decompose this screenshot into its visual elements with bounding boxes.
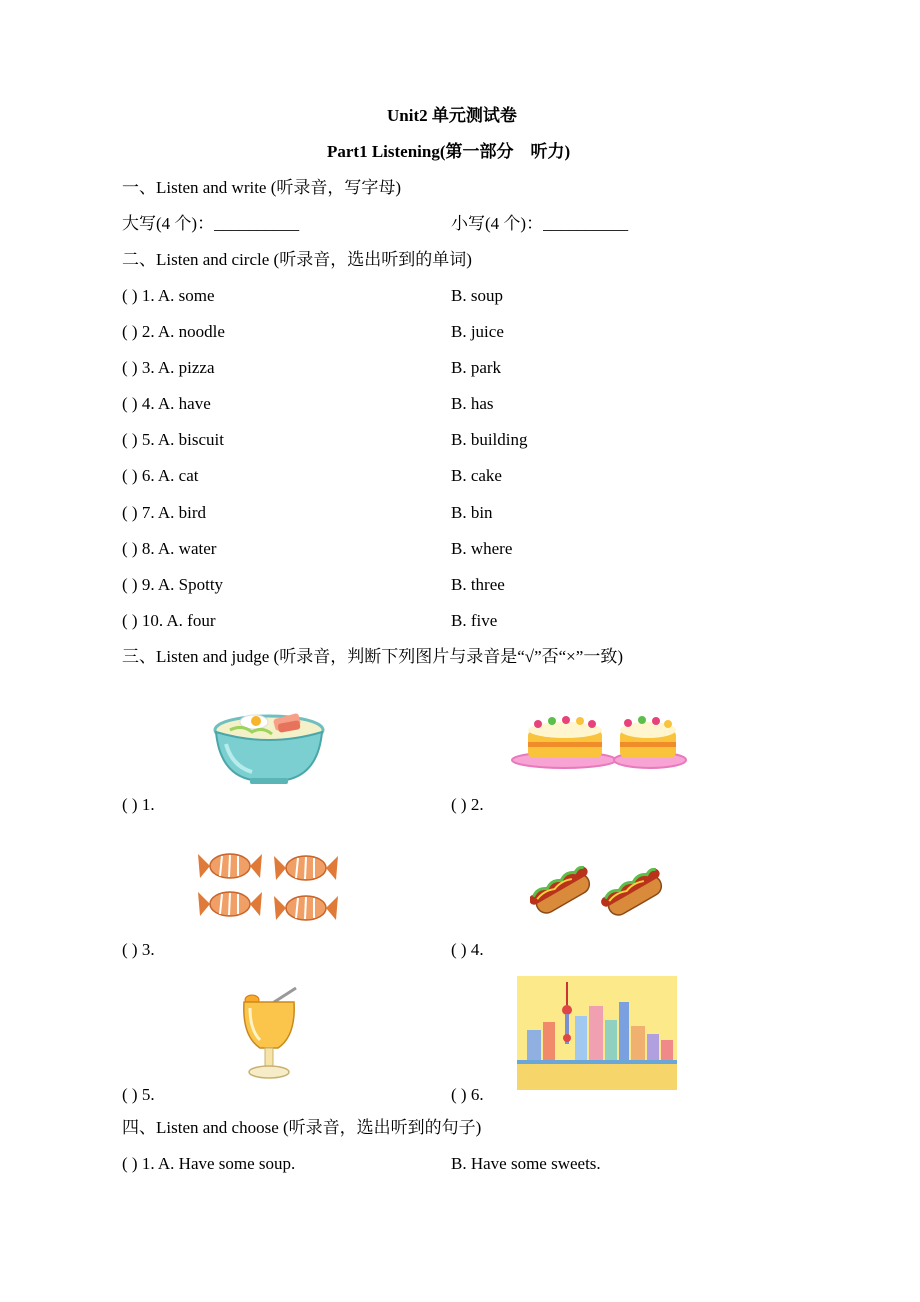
circle-item-b: B. park — [451, 358, 502, 377]
circle-item-b: B. soup — [451, 286, 503, 305]
circle-item-b: B. cake — [451, 466, 502, 485]
page-subtitle: Part1 Listening(第一部分 听力) — [327, 142, 571, 161]
judge-item-label: ( ) 3. — [122, 940, 155, 959]
city-skyline-image — [517, 976, 677, 1090]
judge-item-label: ( ) 4. — [451, 940, 484, 959]
judge-item-label: ( ) 6. — [451, 1085, 484, 1104]
circle-item-b: B. three — [451, 575, 505, 594]
hot-dogs-image — [530, 858, 668, 926]
circle-item-a: ( ) 1. A. some — [122, 286, 215, 305]
circle-item-a: ( ) 10. A. four — [122, 611, 216, 630]
noodle-bowl-image — [212, 704, 326, 786]
circle-item-a: ( ) 3. A. pizza — [122, 358, 215, 377]
circle-item-a: ( ) 8. A. water — [122, 539, 217, 558]
section2-heading: 二、Listen and circle (听录音，选出听到的单词) — [122, 250, 472, 269]
circle-item-a: ( ) 7. A. bird — [122, 503, 207, 522]
circle-item-a: ( ) 9. A. Spotty — [122, 575, 224, 594]
section1-heading: 一、Listen and write (听录音，写字母) — [122, 178, 402, 197]
circle-item-b: B. building — [451, 430, 528, 449]
page-title: Unit2 单元测试卷 — [387, 106, 517, 125]
sweets-image — [196, 846, 344, 928]
circle-item-b: B. bin — [451, 503, 493, 522]
circle-item-b: B. has — [451, 394, 494, 413]
cakes-image — [510, 710, 688, 772]
circle-item-a: ( ) 6. A. cat — [122, 466, 199, 485]
circle-item-a: ( ) 4. A. have — [122, 394, 211, 413]
circle-item-a: ( ) 5. A. biscuit — [122, 430, 224, 449]
choose-item-b: B. Have some sweets. — [451, 1154, 601, 1173]
choose-item-a: ( ) 1. A. Have some soup. — [122, 1154, 296, 1173]
judge-item-label: ( ) 5. — [122, 1085, 155, 1104]
circle-item-b: B. five — [451, 611, 498, 630]
circle-item-a: ( ) 2. A. noodle — [122, 322, 225, 341]
judge-item-label: ( ) 1. — [122, 795, 155, 814]
juice-glass-image — [238, 986, 300, 1082]
lowercase-answer-line: 小写(4 个)：__________ — [451, 214, 629, 233]
section3-heading: 三、Listen and judge (听录音，判断下列图片与录音是“√”否“×”一致) — [122, 647, 623, 666]
uppercase-answer-line: 大写(4 个)：__________ — [122, 214, 300, 233]
circle-item-b: B. where — [451, 539, 513, 558]
section4-heading: 四、Listen and choose (听录音，选出听到的句子) — [122, 1118, 482, 1137]
circle-item-b: B. juice — [451, 322, 504, 341]
judge-item-label: ( ) 2. — [451, 795, 484, 814]
